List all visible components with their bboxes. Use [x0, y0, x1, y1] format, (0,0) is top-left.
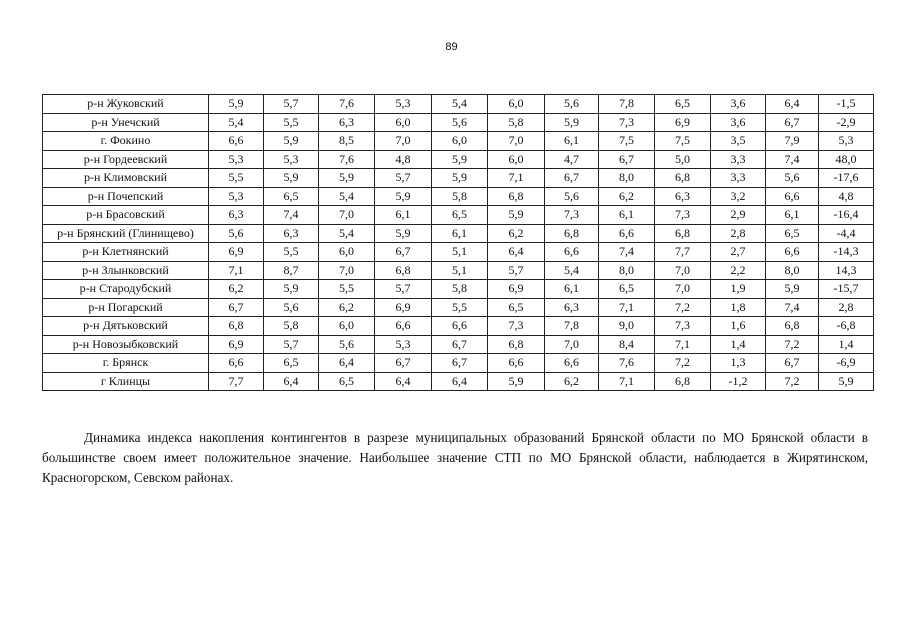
value-cell: 7,8 [545, 317, 599, 336]
value-cell: 7,7 [209, 372, 264, 391]
value-cell: 6,6 [545, 243, 599, 262]
value-cell: 6,0 [432, 132, 488, 151]
value-cell: 6,1 [375, 206, 432, 225]
value-cell: 7,2 [766, 372, 819, 391]
value-cell: 5,7 [488, 261, 545, 280]
value-cell: 5,3 [209, 150, 264, 169]
value-cell: 5,7 [375, 169, 432, 188]
value-cell: 7,3 [655, 206, 711, 225]
value-cell: 2,9 [711, 206, 766, 225]
value-cell: 6,1 [432, 224, 488, 243]
value-cell: 6,2 [599, 187, 655, 206]
value-cell: 6,1 [545, 280, 599, 299]
value-cell: 6,1 [766, 206, 819, 225]
value-cell: -14,3 [819, 243, 874, 262]
value-cell: 7,7 [655, 243, 711, 262]
value-cell: 3,5 [711, 132, 766, 151]
value-cell: 7,0 [545, 335, 599, 354]
row-name-cell: г. Брянск [43, 354, 209, 373]
value-cell: 8,7 [264, 261, 319, 280]
value-cell: 6,6 [209, 132, 264, 151]
value-cell: 2,8 [711, 224, 766, 243]
value-cell: 6,5 [319, 372, 375, 391]
value-cell: 6,6 [432, 317, 488, 336]
value-cell: 6,9 [655, 113, 711, 132]
value-cell: 8,5 [319, 132, 375, 151]
value-cell: 6,4 [432, 372, 488, 391]
value-cell: 5,5 [264, 113, 319, 132]
row-name-cell: р-н Брасовский [43, 206, 209, 225]
row-name-cell: р-н Климовский [43, 169, 209, 188]
value-cell: 6,6 [599, 224, 655, 243]
value-cell: 3,6 [711, 95, 766, 114]
value-cell: 6,1 [599, 206, 655, 225]
row-name-cell: р-н Гордеевский [43, 150, 209, 169]
value-cell: 6,7 [375, 243, 432, 262]
value-cell: 14,3 [819, 261, 874, 280]
value-cell: 6,7 [432, 354, 488, 373]
value-cell: 1,8 [711, 298, 766, 317]
row-name-cell: р-н Брянский (Глинищево) [43, 224, 209, 243]
value-cell: -6,8 [819, 317, 874, 336]
table-row [43, 372, 874, 391]
value-cell: 5,5 [432, 298, 488, 317]
value-cell: 5,9 [264, 280, 319, 299]
value-cell: 5,9 [488, 206, 545, 225]
value-cell: 7,2 [655, 354, 711, 373]
value-cell: 5,4 [432, 95, 488, 114]
value-cell: 6,8 [375, 261, 432, 280]
value-cell: -6,9 [819, 354, 874, 373]
table-row [43, 317, 874, 336]
value-cell: 6,0 [319, 317, 375, 336]
value-cell: 5,8 [264, 317, 319, 336]
value-cell: -17,6 [819, 169, 874, 188]
value-cell: 7,0 [319, 206, 375, 225]
value-cell: 7,8 [599, 95, 655, 114]
table-row [43, 132, 874, 151]
value-cell: 8,0 [599, 261, 655, 280]
table-row [43, 335, 874, 354]
value-cell: 7,4 [264, 206, 319, 225]
value-cell: 5,4 [545, 261, 599, 280]
value-cell: 6,7 [545, 169, 599, 188]
value-cell: 7,2 [655, 298, 711, 317]
value-cell: 1,4 [711, 335, 766, 354]
value-cell: 5,9 [545, 113, 599, 132]
value-cell: -16,4 [819, 206, 874, 225]
row-name-cell: р-н Клетнянский [43, 243, 209, 262]
value-cell: 7,4 [766, 150, 819, 169]
value-cell: 6,2 [545, 372, 599, 391]
value-cell: 5,6 [766, 169, 819, 188]
value-cell: 6,7 [375, 354, 432, 373]
value-cell: 6,6 [488, 354, 545, 373]
value-cell: 6,4 [766, 95, 819, 114]
value-cell: 6,6 [545, 354, 599, 373]
value-cell: 5,8 [488, 113, 545, 132]
value-cell: 5,7 [264, 335, 319, 354]
table-row [43, 298, 874, 317]
row-name-cell: р-н Дятьковский [43, 317, 209, 336]
value-cell: 5,3 [264, 150, 319, 169]
data-table [42, 94, 874, 391]
value-cell: 5,1 [432, 261, 488, 280]
value-cell: 6,3 [655, 187, 711, 206]
value-cell: 7,2 [766, 335, 819, 354]
value-cell: 5,7 [264, 95, 319, 114]
value-cell: -15,7 [819, 280, 874, 299]
value-cell: 7,0 [375, 132, 432, 151]
value-cell: 6,9 [375, 298, 432, 317]
value-cell: 6,3 [209, 206, 264, 225]
row-name-cell: р-н Стародубский [43, 280, 209, 299]
value-cell: 7,6 [319, 95, 375, 114]
value-cell: 6,1 [545, 132, 599, 151]
value-cell: -2,9 [819, 113, 874, 132]
value-cell: 7,6 [599, 354, 655, 373]
value-cell: 6,0 [375, 113, 432, 132]
table-body [43, 95, 874, 391]
value-cell: 6,8 [545, 224, 599, 243]
value-cell: 3,3 [711, 150, 766, 169]
row-name-cell: р-н Злынковский [43, 261, 209, 280]
value-cell: -4,4 [819, 224, 874, 243]
value-cell: 6,4 [488, 243, 545, 262]
value-cell: 5,6 [545, 95, 599, 114]
table-row [43, 150, 874, 169]
value-cell: 6,7 [766, 113, 819, 132]
value-cell: 7,5 [655, 132, 711, 151]
value-cell: 5,6 [264, 298, 319, 317]
value-cell: 6,8 [488, 187, 545, 206]
value-cell: -1,5 [819, 95, 874, 114]
value-cell: 5,4 [319, 224, 375, 243]
value-cell: 6,2 [488, 224, 545, 243]
value-cell: 7,1 [599, 372, 655, 391]
value-cell: 7,0 [488, 132, 545, 151]
value-cell: 2,2 [711, 261, 766, 280]
value-cell: 5,4 [319, 187, 375, 206]
value-cell: 7,0 [655, 261, 711, 280]
value-cell: 3,3 [711, 169, 766, 188]
value-cell: 6,7 [599, 150, 655, 169]
value-cell: 7,3 [599, 113, 655, 132]
value-cell: 9,0 [599, 317, 655, 336]
value-cell: 5,6 [545, 187, 599, 206]
value-cell: 6,2 [209, 280, 264, 299]
value-cell: 6,5 [766, 224, 819, 243]
value-cell: 5,9 [264, 132, 319, 151]
value-cell: 5,9 [432, 150, 488, 169]
value-cell: 4,8 [819, 187, 874, 206]
value-cell: 6,5 [264, 187, 319, 206]
value-cell: 7,4 [599, 243, 655, 262]
row-name-cell: г. Фокино [43, 132, 209, 151]
value-cell: 7,5 [599, 132, 655, 151]
row-name-cell: р-н Жуковский [43, 95, 209, 114]
value-cell: 6,3 [264, 224, 319, 243]
value-cell: 6,6 [766, 187, 819, 206]
value-cell: 6,3 [319, 113, 375, 132]
value-cell: 5,4 [209, 113, 264, 132]
table-row [43, 169, 874, 188]
value-cell: 5,9 [432, 169, 488, 188]
table-row [43, 243, 874, 262]
value-cell: 1,3 [711, 354, 766, 373]
value-cell: 6,0 [488, 150, 545, 169]
value-cell: 1,9 [711, 280, 766, 299]
value-cell: 6,5 [264, 354, 319, 373]
value-cell: 7,0 [319, 261, 375, 280]
table-row [43, 224, 874, 243]
value-cell: 6,7 [766, 354, 819, 373]
value-cell: 6,8 [655, 169, 711, 188]
value-cell: 5,9 [819, 372, 874, 391]
row-name-cell: р-н Новозыбковский [43, 335, 209, 354]
value-cell: 5,9 [375, 187, 432, 206]
value-cell: 5,5 [209, 169, 264, 188]
value-cell: 6,5 [432, 206, 488, 225]
value-cell: 5,9 [209, 95, 264, 114]
value-cell: 5,6 [319, 335, 375, 354]
value-cell: 6,9 [488, 280, 545, 299]
value-cell: 1,6 [711, 317, 766, 336]
value-cell: 7,1 [655, 335, 711, 354]
value-cell: 3,6 [711, 113, 766, 132]
row-name-cell: р-н Погарский [43, 298, 209, 317]
value-cell: 48,0 [819, 150, 874, 169]
value-cell: 6,2 [319, 298, 375, 317]
value-cell: 7,3 [655, 317, 711, 336]
value-cell: 7,9 [766, 132, 819, 151]
value-cell: 5,8 [432, 187, 488, 206]
value-cell: 6,6 [766, 243, 819, 262]
value-cell: 8,0 [599, 169, 655, 188]
value-cell: 7,3 [545, 206, 599, 225]
value-cell: 6,5 [655, 95, 711, 114]
value-cell: 6,3 [545, 298, 599, 317]
value-cell: 6,7 [209, 298, 264, 317]
value-cell: 8,0 [766, 261, 819, 280]
value-cell: 6,0 [488, 95, 545, 114]
value-cell: 5,1 [432, 243, 488, 262]
value-cell: 1,4 [819, 335, 874, 354]
value-cell: 6,8 [209, 317, 264, 336]
value-cell: 5,8 [432, 280, 488, 299]
value-cell: 5,9 [375, 224, 432, 243]
value-cell: 6,0 [319, 243, 375, 262]
value-cell: 6,9 [209, 243, 264, 262]
value-cell: 5,3 [375, 95, 432, 114]
row-name-cell: р-н Почепский [43, 187, 209, 206]
value-cell: 6,6 [209, 354, 264, 373]
value-cell: 6,9 [209, 335, 264, 354]
value-cell: 2,8 [819, 298, 874, 317]
row-name-cell: р-н Унечский [43, 113, 209, 132]
value-cell: 5,7 [375, 280, 432, 299]
value-cell: 5,9 [766, 280, 819, 299]
value-cell: 6,8 [488, 335, 545, 354]
value-cell: 6,8 [766, 317, 819, 336]
value-cell: 5,0 [655, 150, 711, 169]
value-cell: 6,8 [655, 372, 711, 391]
value-cell: 4,8 [375, 150, 432, 169]
value-cell: 4,7 [545, 150, 599, 169]
value-cell: 7,1 [209, 261, 264, 280]
value-cell: 6,5 [488, 298, 545, 317]
table-row [43, 113, 874, 132]
page-number: 89 [445, 41, 458, 53]
value-cell: 7,3 [488, 317, 545, 336]
value-cell: 6,4 [375, 372, 432, 391]
value-cell: 5,3 [375, 335, 432, 354]
value-cell: 5,9 [264, 169, 319, 188]
value-cell: 5,3 [209, 187, 264, 206]
value-cell: 5,3 [819, 132, 874, 151]
value-cell: -1,2 [711, 372, 766, 391]
value-cell: 8,4 [599, 335, 655, 354]
value-cell: 6,7 [432, 335, 488, 354]
value-cell: 6,4 [319, 354, 375, 373]
row-name-cell: г Клинцы [43, 372, 209, 391]
value-cell: 3,2 [711, 187, 766, 206]
value-cell: 6,6 [375, 317, 432, 336]
table-row [43, 187, 874, 206]
table-row [43, 280, 874, 299]
table-row [43, 95, 874, 114]
value-cell: 5,6 [432, 113, 488, 132]
value-cell: 6,8 [655, 224, 711, 243]
value-cell: 7,4 [766, 298, 819, 317]
value-cell: 6,4 [264, 372, 319, 391]
value-cell: 7,1 [488, 169, 545, 188]
value-cell: 5,5 [264, 243, 319, 262]
table-row [43, 206, 874, 225]
value-cell: 2,7 [711, 243, 766, 262]
value-cell: 6,5 [599, 280, 655, 299]
body-paragraph: Динамика индекса накопления контингентов в разрезе муниципальных образований Брянской области по МО Брянской области в большинстве своем имеет положительное значение. Наибольшее значение СТП по МО Брянской области, наблюдается в Жирятинском, Красногорском, Севском районах. [42, 430, 868, 485]
value-cell: 5,9 [488, 372, 545, 391]
table-row [43, 354, 874, 373]
table-row [43, 261, 874, 280]
value-cell: 5,9 [319, 169, 375, 188]
value-cell: 7,0 [655, 280, 711, 299]
value-cell: 7,6 [319, 150, 375, 169]
value-cell: 5,6 [209, 224, 264, 243]
value-cell: 7,1 [599, 298, 655, 317]
value-cell: 5,5 [319, 280, 375, 299]
